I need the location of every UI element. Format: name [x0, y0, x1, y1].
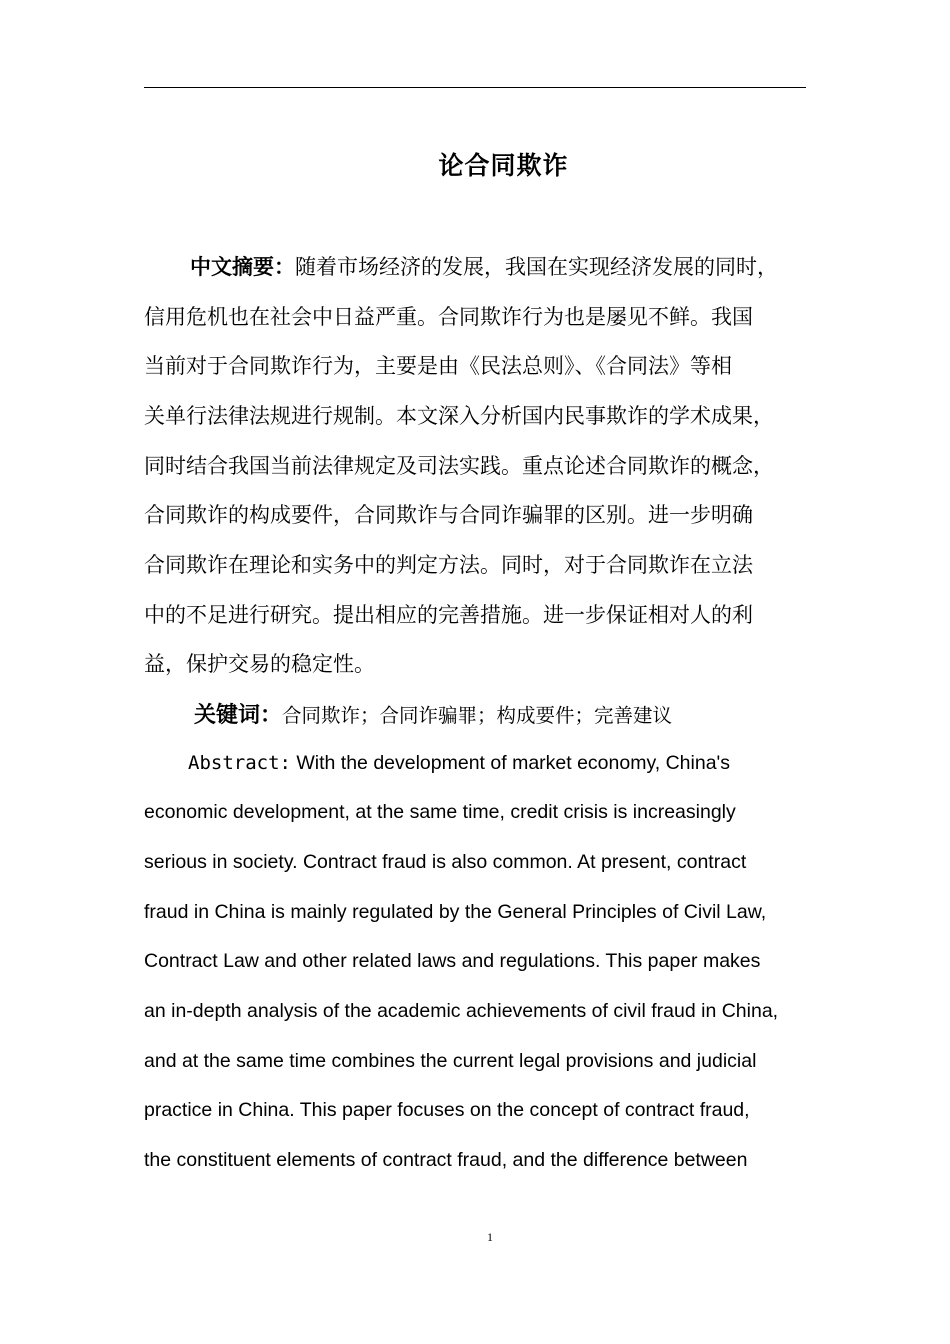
abstract-en-line-2: economic development, at the same time, credit crisis is increasingly	[144, 801, 736, 823]
abstract-cn-line-8: 中的不足进行研究。提出相应的完善措施。进一步保证相对人的利	[144, 603, 753, 627]
keywords-label: 关键词：	[194, 703, 283, 728]
abstract-en-line-3: serious in society. Contract fraud is also common. At present, contract	[144, 851, 747, 873]
abstract-cn-line-1	[190, 252, 778, 282]
abstract-en-text: With the development of market economy, China's	[296, 752, 731, 774]
abstract-en-line-4: fraud in China is mainly regulated by the General Principles of Civil Law,	[144, 901, 767, 923]
abstract-cn-line-7: 合同欺诈在理论和实务中的判定方法。同时，对于合同欺诈在立法	[144, 553, 753, 577]
abstract-en-line-6: an in-depth analysis of the academic achievements of civil fraud in China,	[144, 1000, 779, 1022]
abstract-en-line-1	[188, 748, 730, 778]
abstract-cn-line-2: 信用危机也在社会中日益严重。合同欺诈行为也是屡见不鲜。我国	[144, 305, 753, 329]
abstract-cn-line-4: 关单行法律法规进行规制。本文深入分析国内民事欺诈的学术成果，	[144, 404, 774, 428]
page-title: 论合同欺诈	[438, 151, 569, 180]
abstract-cn-line-9: 益，保护交易的稳定性。	[144, 652, 375, 676]
abstract-en-line-7: and at the same time combines the current legal provisions and judicial	[144, 1050, 757, 1072]
abstract-en-label: Abstract:	[188, 752, 291, 774]
abstract-cn-line-3: 当前对于合同欺诈行为，主要是由《民法总则》、《合同法》等相	[144, 354, 732, 378]
header-rule	[144, 87, 806, 88]
keywords-text: 合同欺诈；合同诈骗罪；构成要件；完善建议	[282, 704, 673, 727]
abstract-cn-text: 随着市场经济的发展，我国在实现经济发展的同时，	[295, 255, 778, 279]
keywords-line	[194, 700, 672, 730]
abstract-cn-line-5: 同时结合我国当前法律规定及司法实践。重点论述合同欺诈的概念，	[144, 454, 774, 478]
page-number: 1	[487, 1230, 493, 1244]
abstract-cn-line-6: 合同欺诈的构成要件，合同欺诈与合同诈骗罪的区别。进一步明确	[144, 503, 753, 527]
abstract-cn-label: 中文摘要：	[190, 255, 295, 279]
abstract-en-line-5: Contract Law and other related laws and regulations. This paper makes	[144, 950, 761, 972]
abstract-en-line-8: practice in China. This paper focuses on the concept of contract fraud,	[144, 1099, 750, 1121]
abstract-en-line-9: the constituent elements of contract fraud, and the difference between	[144, 1149, 748, 1171]
